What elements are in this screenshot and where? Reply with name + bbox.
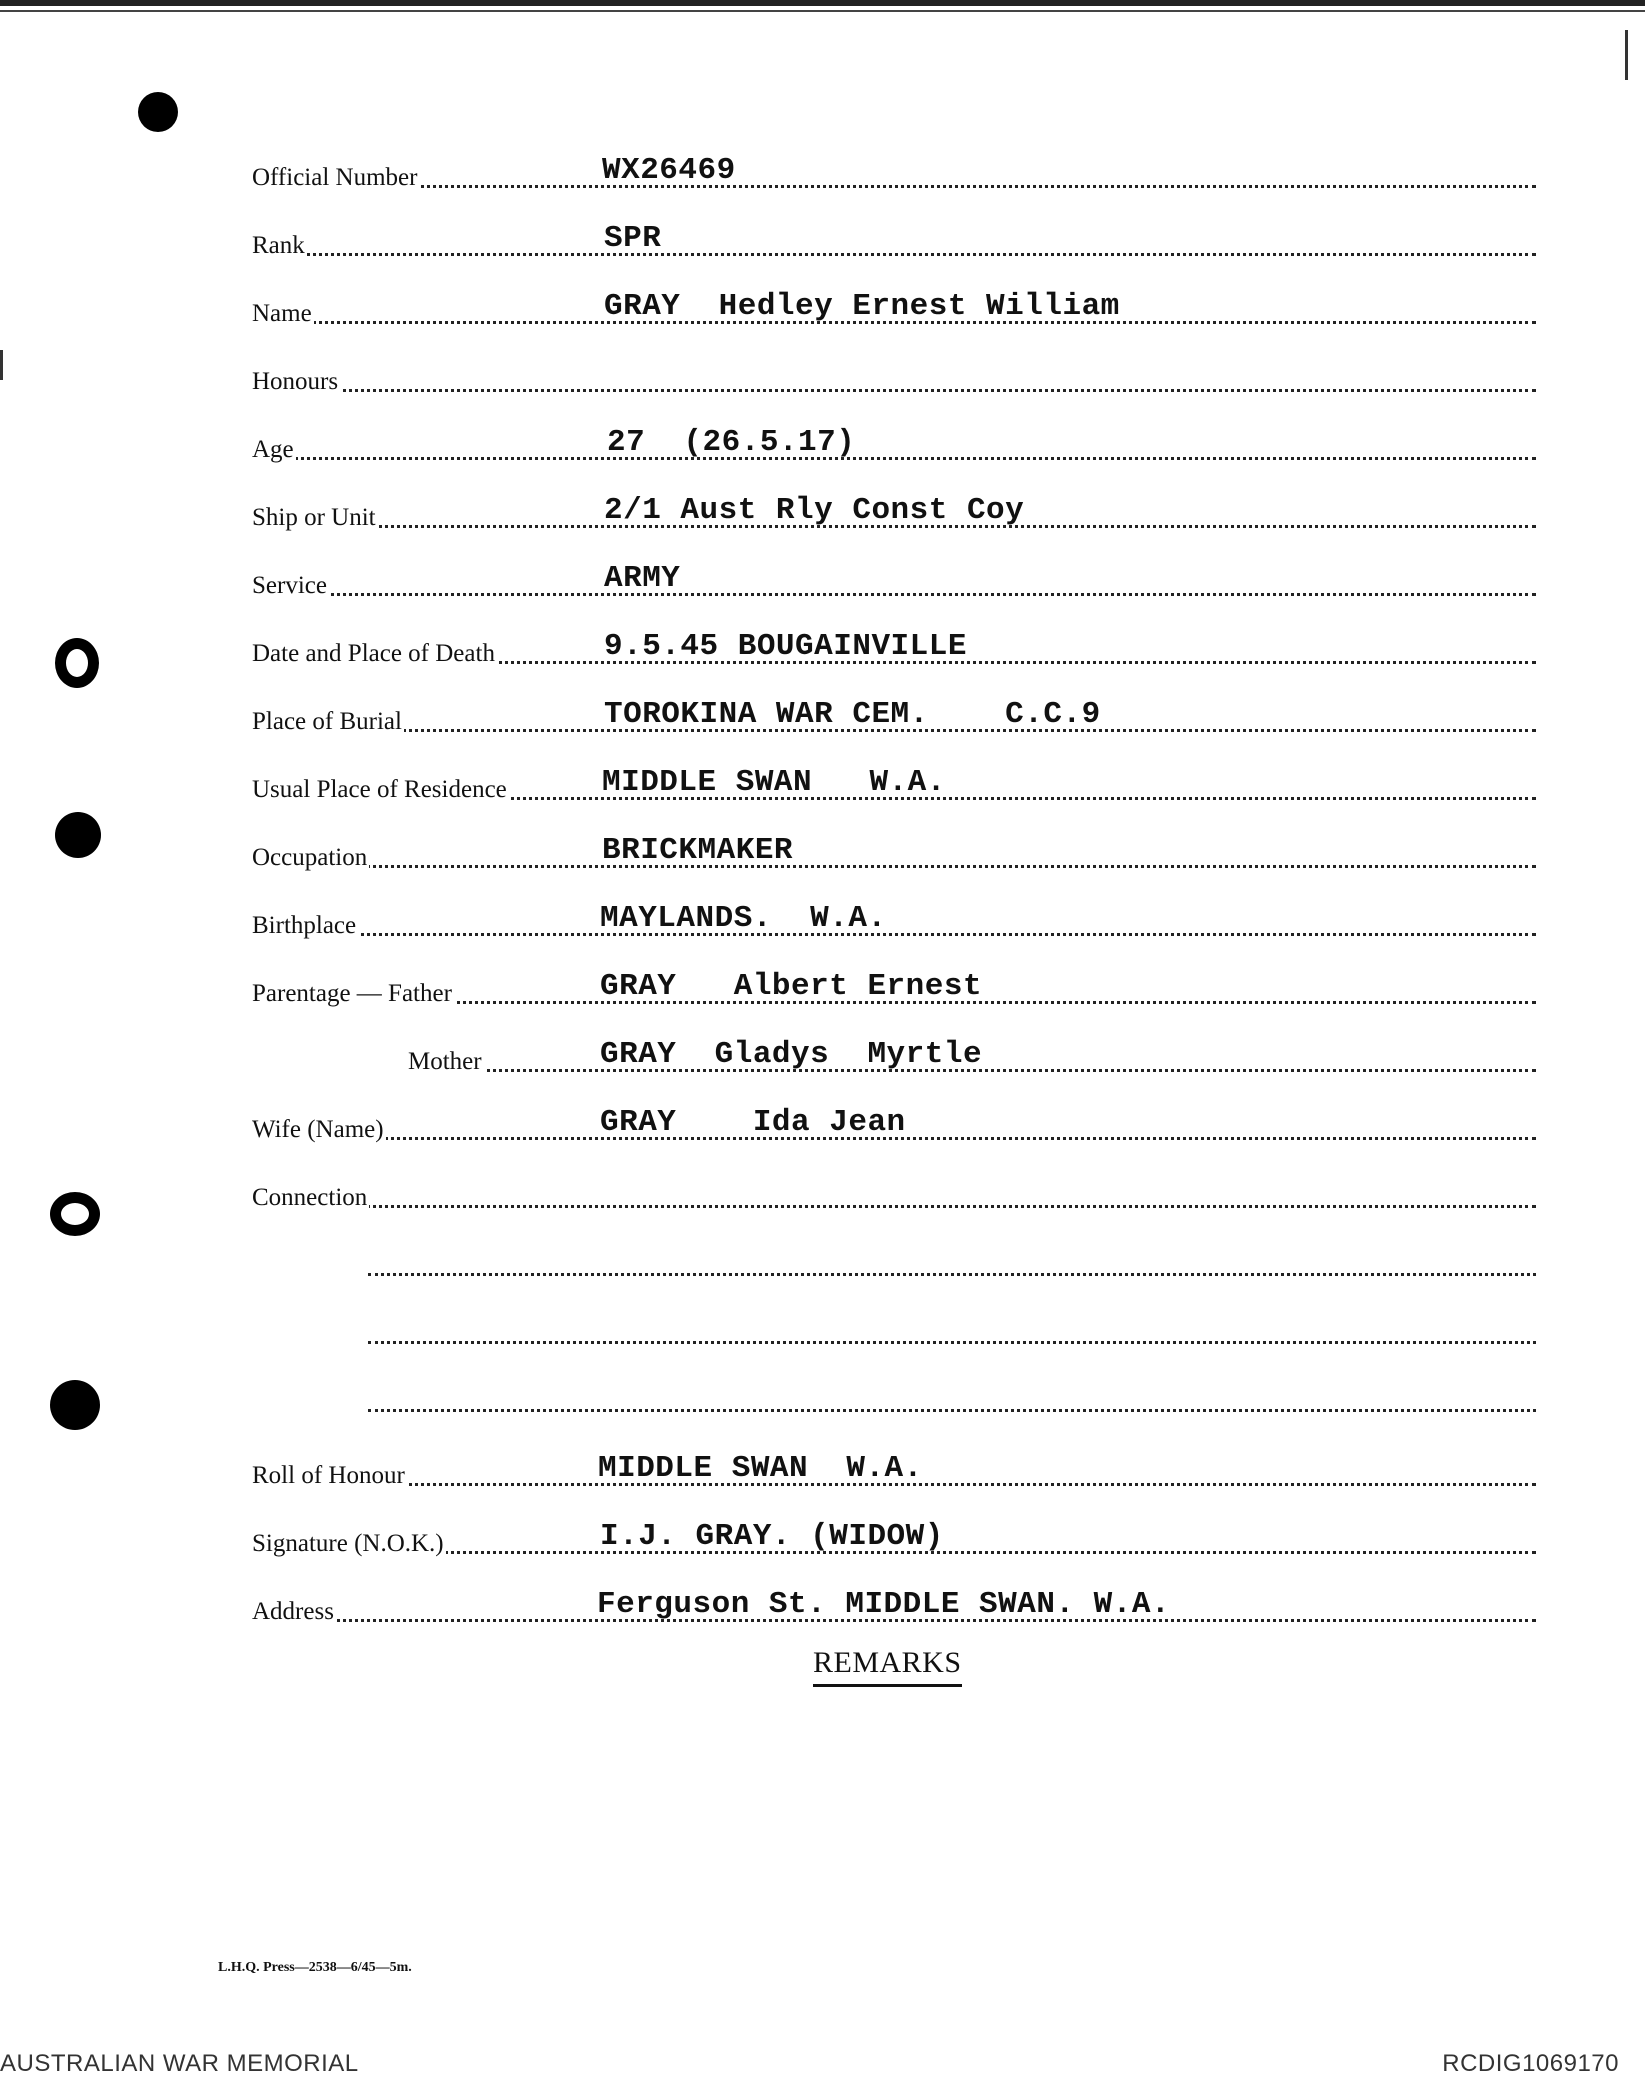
- label-father: Parentage — Father: [252, 980, 452, 1007]
- value-signature: I.J. GRAY. (WIDOW): [600, 1519, 944, 1554]
- value-rank: SPR: [604, 221, 662, 256]
- value-occupation: BRICKMAKER: [602, 833, 794, 868]
- connection-line-2: [368, 1248, 1536, 1278]
- label-name: Name: [252, 300, 312, 327]
- label-wife: Wife (Name): [252, 1116, 384, 1143]
- value-father: GRAY Albert Ernest: [600, 969, 983, 1004]
- row-official-number: [252, 153, 1536, 191]
- row-address: [252, 1587, 1536, 1625]
- value-usual-residence: MIDDLE SWAN W.A.: [602, 765, 946, 800]
- row-wife: [252, 1105, 1536, 1143]
- punch-hole-2: [55, 638, 99, 688]
- label-honours: Honours: [252, 368, 339, 395]
- label-signature: Signature (N.O.K.): [252, 1530, 444, 1557]
- printer-mark: L.H.Q. Press—2538—6/45—5m.: [218, 1960, 412, 1975]
- row-service: [252, 561, 1536, 599]
- top-edge-rule: [0, 0, 1645, 6]
- label-usual-residence: Usual Place of Residence: [252, 776, 507, 803]
- punch-hole-5: [50, 1380, 100, 1430]
- value-mother: GRAY Gladys Myrtle: [600, 1037, 983, 1072]
- row-mother: [408, 1037, 1536, 1075]
- label-mother: Mother: [408, 1048, 482, 1075]
- punch-hole-4: [50, 1192, 100, 1236]
- label-connection: Connection: [252, 1184, 368, 1211]
- label-date-place-of-death: Date and Place of Death: [252, 640, 495, 667]
- value-ship-or-unit: 2/1 Aust Rly Const Coy: [604, 493, 1025, 528]
- connection-line-3: [368, 1316, 1536, 1346]
- label-roll-of-honour: Roll of Honour: [252, 1462, 405, 1489]
- label-official-number: Official Number: [252, 164, 418, 191]
- row-ship-or-unit: [252, 493, 1536, 531]
- top-edge-rule-inner: [0, 10, 1645, 12]
- value-place-of-burial: TOROKINA WAR CEM. C.C.9: [604, 697, 1101, 732]
- archive-reference: RCDIG1069170: [1442, 2050, 1619, 2077]
- value-age: 27 (26.5.17): [607, 425, 856, 460]
- row-rank: [252, 221, 1536, 259]
- row-birthplace: [252, 901, 1536, 939]
- row-honours: [252, 364, 1536, 394]
- label-occupation: Occupation: [252, 844, 368, 871]
- row-father: [252, 969, 1536, 1007]
- value-roll-of-honour: MIDDLE SWAN W.A.: [598, 1451, 923, 1486]
- punch-hole-1: [138, 92, 178, 132]
- value-wife: GRAY Ida Jean: [600, 1105, 906, 1140]
- value-official-number: WX26469: [602, 153, 736, 188]
- archive-name: AUSTRALIAN WAR MEMORIAL: [0, 2050, 359, 2077]
- label-birthplace: Birthplace: [252, 912, 357, 939]
- value-service: ARMY: [604, 561, 681, 596]
- right-edge-mark: [1625, 30, 1628, 80]
- row-name: [252, 289, 1536, 327]
- value-name: GRAY Hedley Ernest William: [604, 289, 1120, 324]
- value-date-place-of-death: 9.5.45 BOUGAINVILLE: [604, 629, 967, 664]
- label-ship-or-unit: Ship or Unit: [252, 504, 376, 531]
- label-age: Age: [252, 436, 294, 463]
- label-service: Service: [252, 572, 327, 599]
- remarks-heading: REMARKS: [813, 1646, 962, 1687]
- label-rank: Rank: [252, 232, 305, 259]
- row-date-place-of-death: [252, 629, 1536, 667]
- label-address: Address: [252, 1598, 334, 1625]
- value-address: Ferguson St. MIDDLE SWAN. W.A.: [597, 1587, 1171, 1622]
- row-connection: [252, 1180, 1536, 1210]
- row-age: [252, 425, 1536, 463]
- row-occupation: [252, 833, 1536, 871]
- row-roll-of-honour: [252, 1451, 1536, 1489]
- row-usual-residence: [252, 765, 1536, 803]
- label-place-of-burial: Place of Burial: [252, 708, 402, 735]
- left-edge-mark: [0, 350, 3, 380]
- connection-line-4: [368, 1384, 1536, 1414]
- value-birthplace: MAYLANDS. W.A.: [600, 901, 887, 936]
- row-signature: [252, 1519, 1536, 1557]
- punch-hole-3: [55, 812, 101, 858]
- row-place-of-burial: [252, 697, 1536, 735]
